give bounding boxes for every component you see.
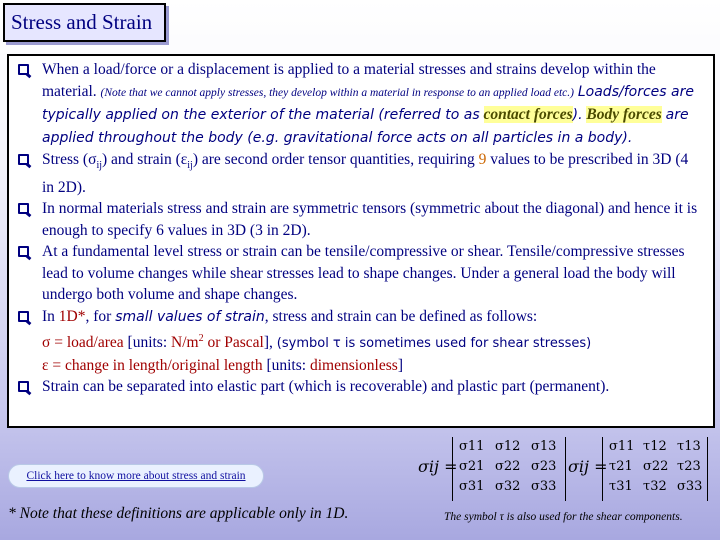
stress-definition: = load/area xyxy=(50,334,124,352)
bullet-text: are applied throughout the body (e.g. gravitational force acts on all particles in a body). xyxy=(42,107,689,146)
matrix-cell: σ22 xyxy=(643,459,669,474)
bullet-text: ) are second order tensor quantities, requiring xyxy=(192,151,475,168)
bullet-text: values to be prescribed in 3D (4 in 2D). xyxy=(42,151,689,196)
units-text: [units: xyxy=(266,356,310,374)
subscript: ij xyxy=(96,160,102,172)
matrix-cell: τ21 xyxy=(609,459,633,474)
bullet-text: Stress ( xyxy=(42,151,89,168)
matrix-right-label: σij = xyxy=(568,457,608,476)
stress-matrix-right xyxy=(602,437,708,501)
matrix-cell: τ23 xyxy=(677,459,701,474)
bullet-text: In xyxy=(42,307,55,325)
matrix-cell: σ13 xyxy=(531,439,557,454)
symbol-note: The symbol τ is also used for the shear components. xyxy=(444,511,683,523)
bullet-text: In normal materials stress and strain are symmetric tensors (symmetric about the diagonal) and hence it is enough to specify 6 values in 3D (3 in 2D). xyxy=(42,200,698,239)
bullet-marker-icon xyxy=(18,381,29,392)
bullet-text: , stress and strain can be defined as follows: xyxy=(264,307,538,325)
bullet-elastic-plastic xyxy=(18,376,703,398)
epsilon-symbol: ε xyxy=(180,151,188,168)
bullet-marker-icon xyxy=(18,154,29,165)
matrix-cell: τ13 xyxy=(677,439,701,454)
slide-title: Stress and Strain xyxy=(3,3,166,42)
matrix-cell: σ21 xyxy=(459,459,485,474)
units-value: or Pascal xyxy=(203,334,264,352)
matrix-cell: σ11 xyxy=(609,439,635,454)
matrix-cell: τ32 xyxy=(643,479,667,494)
bullet-marker-icon xyxy=(18,64,29,75)
matrix-left-label: σij = xyxy=(418,457,458,476)
content-panel xyxy=(7,54,715,428)
bullet-load-and-forces xyxy=(18,59,703,149)
matrix-cell: σ23 xyxy=(531,459,557,474)
note-text: (Note that we cannot apply stresses, they develop within a material in response to an applied load etc.) xyxy=(100,86,574,99)
units-value: N/m xyxy=(171,334,199,352)
bullet-marker-icon xyxy=(18,311,29,322)
matrix-cell: τ12 xyxy=(643,439,667,454)
superscript: 2 xyxy=(198,333,204,345)
bullet-text: ) and strain ( xyxy=(102,151,181,168)
bullet-text: Strain can be separated into elastic part (which is recoverable) and plastic part (permanent). xyxy=(42,378,610,396)
strain-definition: = change in length/original length xyxy=(48,356,263,374)
bullet-text: Loads/forces are typically applied on the exterior of the material (referred to as xyxy=(42,83,694,123)
bullet-text: , for xyxy=(85,307,112,325)
matrix-cell: σ33 xyxy=(677,479,703,494)
one-d-term: 1D* xyxy=(58,307,86,325)
sigma-symbol: σ xyxy=(88,151,97,168)
units-value: dimensionless xyxy=(309,356,398,374)
bullet-text: When a load/force or a displacement is applied to a material stresses and strains develop within the material. xyxy=(42,61,656,100)
sigma-symbol: σ xyxy=(42,334,51,352)
units-text: [units: xyxy=(127,334,172,352)
bullet-tensile-shear xyxy=(18,241,703,306)
matrix-cell: σ22 xyxy=(495,459,521,474)
matrix-cell: σ31 xyxy=(459,479,485,494)
nine-values: 9 xyxy=(478,151,487,168)
body-forces-term: Body forces xyxy=(586,106,662,123)
bullet-text: At a fundamental level stress or strain can be tensile/compressive or shear. Tensile/compressive stresses lead to volume changes while shear stresses lead to shape changes. Under a general load the body will undergo both volume and shape changes. xyxy=(42,243,685,304)
epsilon-symbol: ε xyxy=(42,356,49,374)
units-text: ], xyxy=(263,334,273,352)
stress-matrix-left xyxy=(452,437,566,501)
bullet-tensor-quantities xyxy=(18,149,703,198)
matrix-cell: τ31 xyxy=(609,479,633,494)
shear-symbol-note: (symbol τ is sometimes used for shear stresses) xyxy=(276,336,592,352)
more-info-link[interactable]: Click here to know more about stress and strain xyxy=(8,464,264,488)
matrix-cell: σ32 xyxy=(495,479,521,494)
units-text: ] xyxy=(397,356,403,374)
contact-forces-term: contact forces xyxy=(483,106,573,123)
bullet-text: ). xyxy=(572,107,583,123)
bullet-marker-icon xyxy=(18,203,29,214)
bullet-symmetric-tensors xyxy=(18,198,703,241)
stress-tensor-matrices xyxy=(418,437,708,504)
matrix-cell: σ33 xyxy=(531,479,557,494)
subscript: ij xyxy=(187,160,193,172)
small-strain-term: small values of strain xyxy=(115,308,265,325)
footnote: * Note that these definitions are applicable only in 1D. xyxy=(8,505,349,522)
matrix-cell: σ12 xyxy=(495,439,521,454)
bullet-1d-definitions xyxy=(18,306,703,377)
bullet-marker-icon xyxy=(18,246,29,257)
matrix-cell: σ11 xyxy=(459,439,485,454)
